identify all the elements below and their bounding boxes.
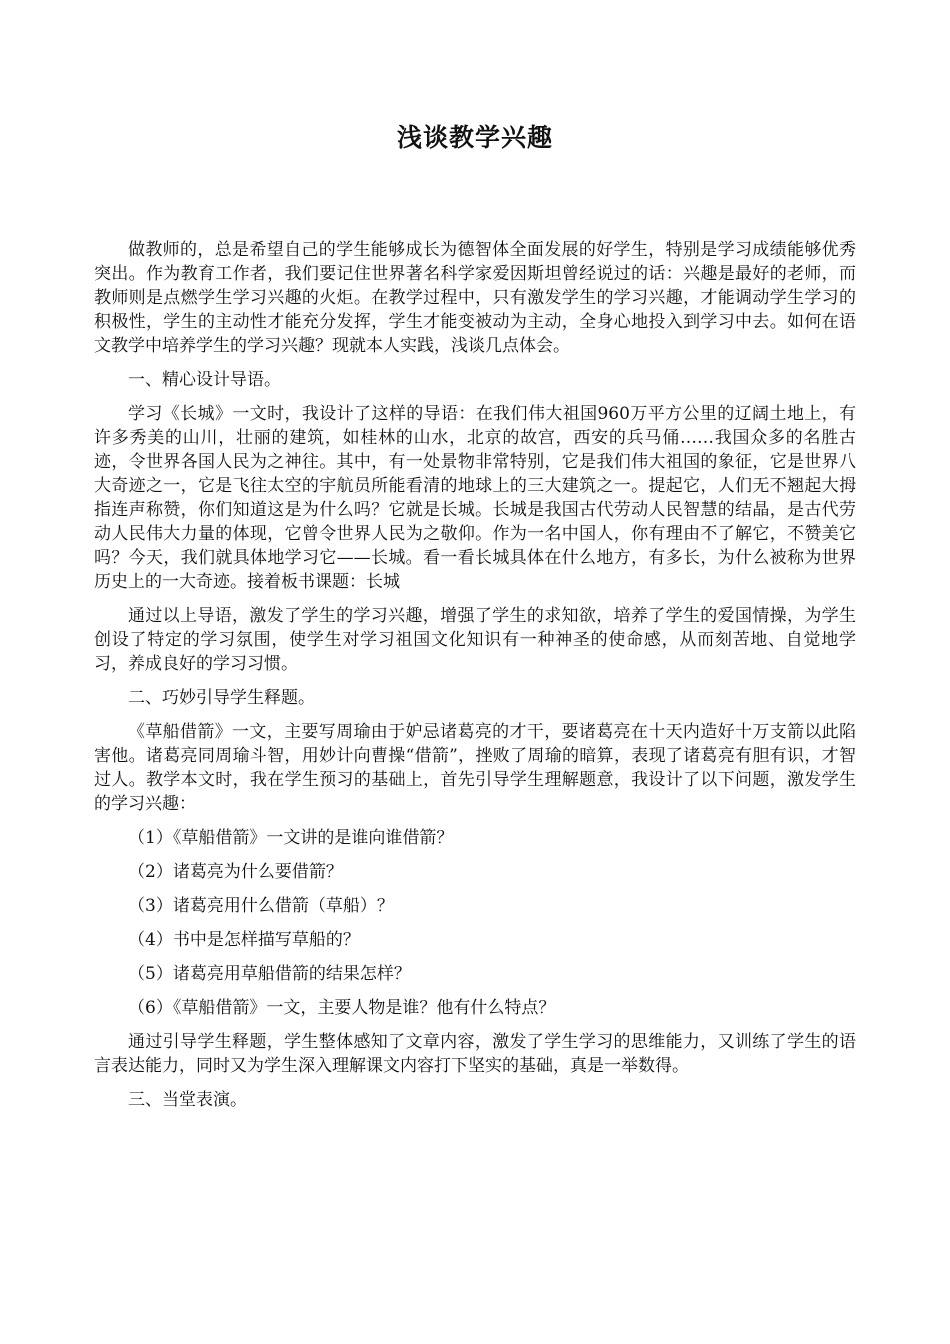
section-heading-1: 一、精心设计导语。 (128, 370, 281, 390)
section1-paragraph-1: 学习《长城》一文时，我设计了这样的导语：在我们伟大祖国960万平方公里的辽阔土地上，有许多秀美的山川，壮丽的建筑，如桂林的山水，北京的故宫，西安的兵马俑……我国众多的名胜古迹，令世界各国人民为之神往。其中，有一处景物非常特别，它是我们伟大祖国的象征，它是世界八大奇迹之一，它是飞往太空的宇航员所能看清的地球上的三大建筑之一。提起它，人们无不翘起大拇指连声称赞，你们知道这是为什么吗？它就是长城。长城是我国古代劳动人民智慧的结晶，是古代劳动人民伟大力量的体现，它曾令世界人民为之敬仰。作为一名中国人，你有理由不了解它，不赞美它吗？今天，我们就具体地学习它——长城。看一看长城具体在什么地方，有多长，为什么被称为世界历史上的一大奇迹。接着板书课题：长城 (94, 404, 856, 592)
question-item: （4）书中是怎样描写草船的？ (128, 930, 360, 950)
question-item: （3）诸葛亮用什么借箭（草船）？ (128, 896, 394, 916)
section2-paragraph-2: 通过引导学生释题，学生整体感知了文章内容，激发了学生学习的思维能力，又训练了学生的语言表达能力，同时又为学生深入理解课文内容打下坚实的基础，真是一举数得。 (94, 1032, 856, 1076)
section-heading-3: 三、当堂表演。 (128, 1090, 247, 1110)
question-item: （5）诸葛亮用草船借箭的结果怎样？ (128, 964, 411, 984)
page-title: 浅谈教学兴趣 (396, 123, 553, 152)
question-item: （2）诸葛亮为什么要借箭？ (128, 862, 343, 882)
intro-paragraph: 做教师的，总是希望自己的学生能够成长为德智体全面发展的好学生，特别是学习成绩能够优秀突出。作为教育工作者，我们要记住世界著名科学家爱因斯坦曾经说过的话：兴趣是最好的老师，而教师则是点燃学生学习兴趣的火炬。在教学过程中，只有激发学生的学习兴趣，才能调动学生学习的积极性，学生的主动性才能充分发挥，学生才能变被动为主动，全身心地投入到学习中去。如何在语文教学中培养学生的学习兴趣？现就本人实践，浅谈几点体会。 (94, 240, 856, 356)
question-item: （6）《草船借箭》一文，主要人物是谁？他有什么特点？ (128, 998, 556, 1018)
question-item: （1）《草船借箭》一文讲的是谁向谁借箭？ (128, 828, 454, 848)
section-heading-2: 二、巧妙引导学生释题。 (128, 688, 315, 708)
section1-paragraph-2: 通过以上导语，激发了学生的学习兴趣，增强了学生的求知欲，培养了学生的爱国情操，为学生创设了特定的学习氛围，使学生对学习祖国文化知识有一种神圣的使命感，从而刻苦地、自觉地学习，养成良好的学习习惯。 (94, 606, 856, 674)
section2-paragraph-1: 《草船借箭》一文，主要写周瑜由于妒忌诸葛亮的才干，要诸葛亮在十天内造好十万支箭以此陷害他。诸葛亮同周瑜斗智，用妙计向曹操“借箭”，挫败了周瑜的暗算，表现了诸葛亮有胆有识，才智过人。教学本文时，我在学生预习的基础上，首先引导学生理解题意，我设计了以下问题，激发学生的学习兴趣： (94, 722, 856, 814)
